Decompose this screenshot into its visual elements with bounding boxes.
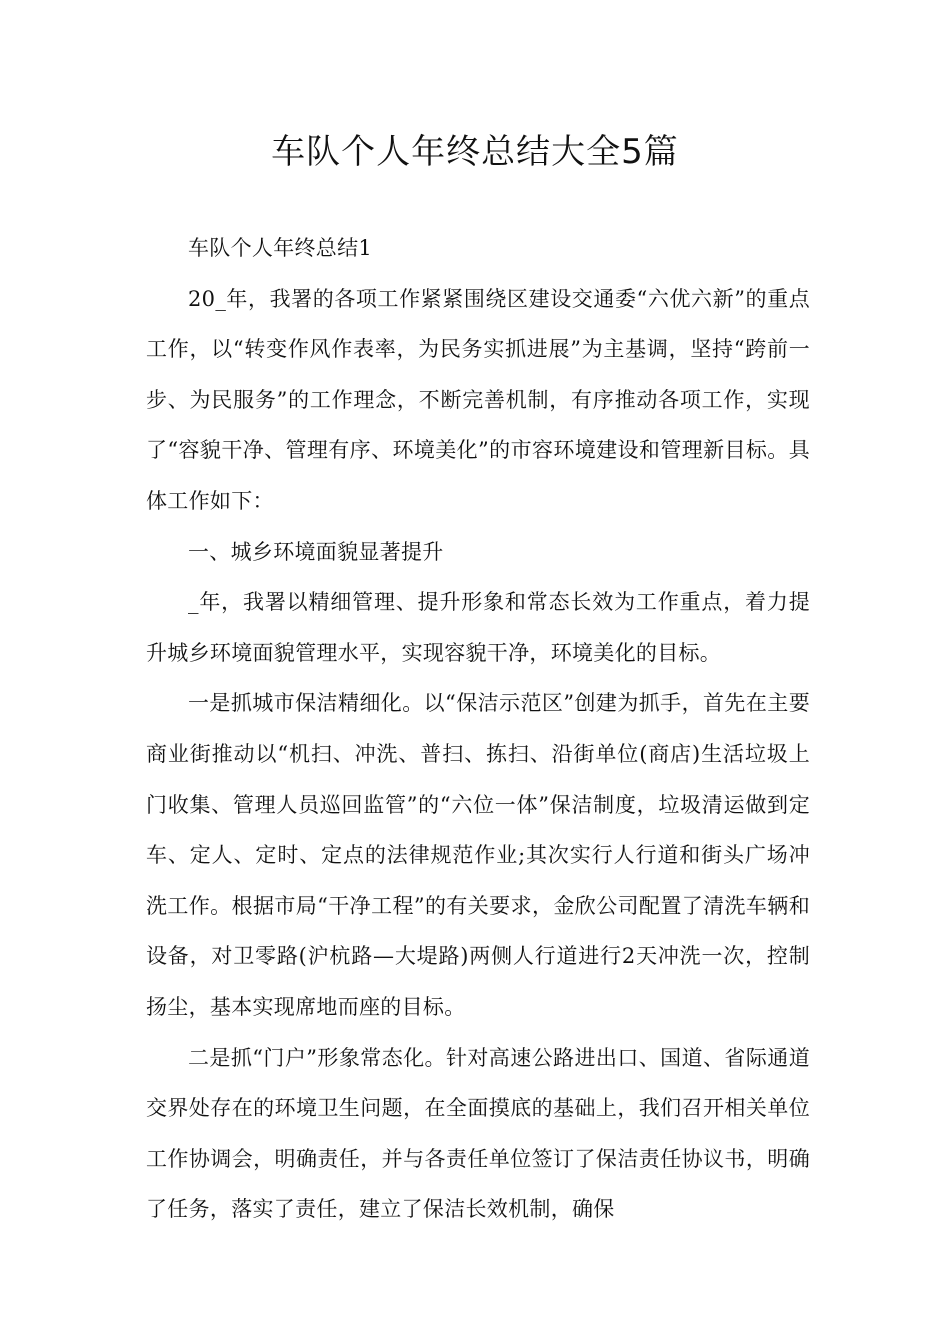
document-body [146, 223, 810, 1235]
paragraph: 一是抓城市保洁精细化。以“保洁示范区”创建为抓手，首先在主要商业街推动以“机扫、冲洗、普扫、拣扫、沿街单位(商店)生活垃圾上门收集、管理人员巡回监管”的“六位一体”保洁制度，垃圾清运做到定车、定人、定时、定点的法律规范作业;其次实行人行道和街头广场冲洗工作。根据市局“干净工程”的有关要求，金欣公司配置了清洗车辆和设备，对卫零路(沪杭路—大堤路)两侧人行道进行2天冲洗一次，控制扬尘，基本实现席地而座的目标。 [146, 691, 810, 1019]
paragraph: _年，我署以精细管理、提升形象和常态长效为工作重点，着力提升城乡环境面貌管理水平，实现容貌干净，环境美化的目标。 [146, 590, 810, 665]
paragraph: 20_年，我署的各项工作紧紧围绕区建设交通委“六优六新”的重点工作，以“转变作风作表率，为民务实抓进展”为主基调，坚持“跨前一步、为民服务”的工作理念，不断完善机制，有序推动各项工作，实现了“容貌干净、管理有序、环境美化”的市容环境建设和管理新目标。具体工作如下： [146, 286, 810, 513]
section-heading: 车队个人年终总结1 [188, 236, 373, 260]
paragraph: 二是抓“门户”形象常态化。针对高速公路进出口、国道、省际通道交界处存在的环境卫生问题，在全面摸底的基础上，我们召开相关单位工作协调会，明确责任，并与各责任单位签订了保洁责任协议书，明确了任务，落实了责任，建立了保洁长效机制，确保 [146, 1045, 810, 1222]
subsection-heading: 一、城乡环境面貌显著提升 [188, 539, 444, 564]
document-title: 车队个人年终总结大全5篇 [271, 132, 679, 172]
